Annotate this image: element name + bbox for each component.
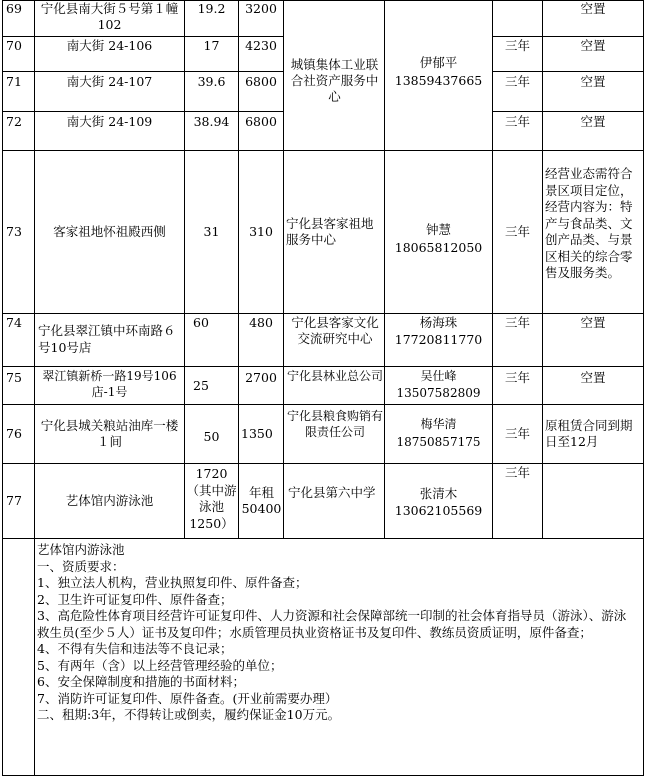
notes-line: 7、消防许可证复印件、原件备查。(开业前需要办理）	[37, 690, 338, 706]
row-74-lessor: 宁化县客家文化交流研究中心	[291, 315, 379, 346]
row-76-lessor: 宁化县粮食购销有限责任公司	[286, 409, 383, 439]
row-72-note: 空置	[580, 114, 606, 129]
row-74-rent: 480	[249, 315, 273, 330]
row-76-no: 76	[6, 426, 22, 441]
row-70-no: 70	[6, 38, 22, 53]
row-74-area: 60	[193, 315, 209, 330]
row-70-lessor: 城镇集体工业联合社资产服务中心	[290, 57, 379, 104]
row-77-lessor: 宁化县第六中学	[288, 485, 376, 500]
row-76-contact-name: 梅华清	[420, 417, 457, 431]
row-71-location: 南大街 24-107	[66, 74, 153, 89]
row-70-rent: 4230	[245, 38, 277, 53]
row-74-contact-name: 杨海珠	[419, 315, 458, 330]
row-75-contact-name: 吴仕峰	[420, 369, 457, 383]
row-74-term: 三年	[504, 315, 530, 330]
row-76-term: 三年	[504, 426, 530, 441]
notes-line: 3、高危险性体育项目经营许可证复印件、人力资源和社会保障部统一印制的社会体育指导员（游泳）、游泳救生员(至少５人）证书及复印件；水质管理员执业资格证书及复印件、教练员资质证明，原件备查；	[37, 608, 627, 640]
row-70-note: 空置	[580, 38, 606, 53]
notes-line: 2、卫生许可证复印件、原件备查；	[37, 591, 233, 607]
notes-line: 一、资质要求：	[37, 558, 125, 574]
requirements-notes	[37, 542, 637, 724]
row-70-contact-phone: 13859437665	[394, 73, 483, 88]
row-74-contact-phone: 17720811770	[394, 332, 483, 347]
row-74-no: 74	[6, 315, 22, 330]
row-71-rent: 6800	[245, 74, 277, 89]
row-72-area: 38.94	[193, 114, 230, 129]
row-76-rent: 1350	[241, 426, 273, 441]
row-73-location: 客家祖地怀祖殿西侧	[53, 224, 166, 239]
row-70-contact-name: 伊郁平	[419, 55, 458, 70]
row-69-location: 宁化县南大街５号第１幢102	[40, 1, 179, 32]
row-71-area: 39.6	[197, 74, 226, 89]
row-76-location: 宁化县城关粮站油库一楼１间	[40, 418, 179, 449]
row-77-contact-phone: 13062105569	[394, 503, 483, 518]
notes-line: 4、不得有失信和违法等不良记录；	[37, 641, 233, 656]
notes-line: 二、租期:3年，不得转让或倒卖，履约保证金10万元。	[37, 707, 341, 722]
row-71-no: 71	[6, 74, 22, 89]
row-73-rent: 310	[249, 224, 273, 239]
row-76-contact-phone: 18750857175	[396, 435, 481, 449]
row-77-no: 77	[6, 493, 22, 508]
row-71-note: 空置	[580, 74, 606, 89]
row-75-area: 25	[193, 378, 209, 393]
row-69-no: 69	[6, 1, 22, 16]
row-75-no: 75	[6, 370, 22, 385]
row-75-location: 翠江镇新桥一路19号106店-1号	[42, 369, 177, 399]
row-71-term: 三年	[504, 74, 530, 89]
row-70-area: 17	[203, 38, 220, 53]
row-70-location: 南大街 24-106	[66, 38, 153, 53]
row-77-contact-name: 张清木	[419, 486, 458, 501]
row-70-term: 三年	[504, 38, 530, 53]
row-74-note: 空置	[580, 315, 606, 330]
row-73-lessor: 宁化县客家祖地服务中心	[286, 216, 374, 247]
row-72-term: 三年	[504, 114, 530, 129]
row-77-rent: 年租50400	[241, 485, 282, 516]
row-73-no: 73	[6, 224, 22, 239]
row-75-contact-phone: 13507582809	[396, 386, 481, 400]
row-75-term: 三年	[504, 370, 530, 385]
row-74-location: 宁化县翠江镇中环南路６号10号店	[38, 323, 176, 355]
row-75-note: 空置	[580, 370, 606, 385]
row-77-term: 三年	[504, 465, 530, 480]
row-72-rent: 6800	[245, 114, 277, 129]
notes-line: 1、独立法人机构，营业执照复印件、原件备查；	[37, 575, 308, 590]
row-69-note: 空置	[580, 1, 606, 16]
row-77-location: 艺体馆内游泳池	[65, 493, 154, 508]
row-77-note	[543, 465, 643, 483]
row-72-location: 南大街 24-109	[66, 114, 153, 129]
notes-title: 艺体馆内游泳池	[37, 542, 125, 557]
row-75-lessor: 宁化县林业总公司	[286, 369, 383, 383]
row-73-term: 三年	[504, 224, 530, 239]
row-73-contact-name: 钟慧	[425, 222, 451, 237]
row-72-no: 72	[6, 114, 22, 129]
notes-line: 5、有两年（含）以上经营管理经验的单位；	[37, 657, 283, 673]
row-76-note: 原租赁合同到期日至12月	[545, 418, 633, 449]
row-69-rent: 3200	[245, 1, 277, 16]
notes-line: 6、安全保障制度和措施的书面材料；	[37, 674, 245, 689]
row-69-area: 19.2	[197, 1, 226, 16]
row-73-note: 经营业态需符合景区项目定位，经营内容为：特产与食品类、文创产品类、与景区相关的综合零售及服务类。	[545, 166, 633, 280]
row-75-rent: 2700	[245, 370, 277, 385]
row-73-contact-phone: 18065812050	[394, 240, 483, 255]
row-77-area: 1720（其中游泳池1250）	[186, 466, 237, 531]
row-73-area: 31	[203, 224, 220, 239]
row-76-area: 50	[203, 429, 220, 444]
